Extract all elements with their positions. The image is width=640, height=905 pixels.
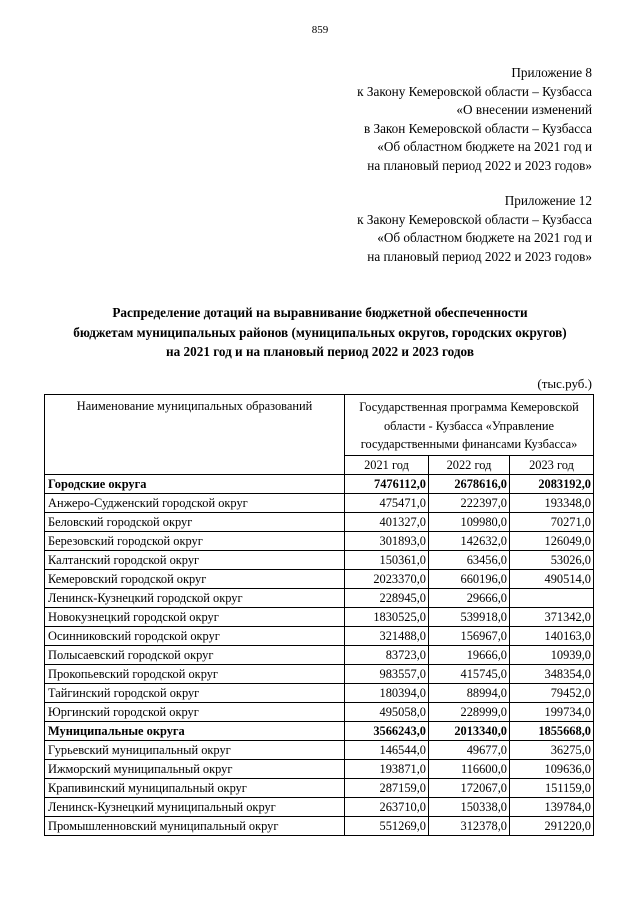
unit-label: (тыс.руб.) — [537, 376, 592, 391]
cell-2023: 79452,0 — [510, 683, 594, 702]
cell-2023: 126049,0 — [510, 531, 594, 550]
cell-2021: 193871,0 — [345, 759, 429, 778]
table-row — [45, 493, 594, 512]
cell-name: Полысаевский городской округ — [45, 645, 345, 664]
cell-2021: 2023370,0 — [345, 569, 429, 588]
appendix-8-line: «Об областном бюджете на 2021 год и — [377, 139, 592, 155]
cell-2023: 36275,0 — [510, 740, 594, 759]
cell-2023: 490514,0 — [510, 569, 594, 588]
cell-2022: 228999,0 — [429, 702, 510, 721]
cell-2022: 49677,0 — [429, 740, 510, 759]
table-row — [45, 645, 594, 664]
cell-2023: 139784,0 — [510, 797, 594, 816]
cell-2022: 222397,0 — [429, 493, 510, 512]
title-line: на 2021 год и на плановый период 2022 и 2023 годов — [166, 344, 474, 360]
cell-name: Промышленновский муниципальный округ — [45, 816, 345, 835]
cell-2022: 172067,0 — [429, 778, 510, 797]
header-program: Государственная программа Кемеровской области - Кузбасса «Управление государственными финансами Кузбасса» — [345, 395, 594, 456]
appendix-12-line: на плановый период 2022 и 2023 годов» — [367, 248, 592, 264]
cell-2022: 142632,0 — [429, 531, 510, 550]
cell-2022: 116600,0 — [429, 759, 510, 778]
appendix-8-line: к Закону Кемеровской области – Кузбасса — [357, 83, 592, 99]
appendix-8-line: на плановый период 2022 и 2023 годов» — [367, 157, 592, 173]
cell-2021: 146544,0 — [345, 740, 429, 759]
cell-name: Ижморский муниципальный округ — [45, 759, 345, 778]
table-row — [45, 626, 594, 645]
cell-name: Прокопьевский городской округ — [45, 664, 345, 683]
cell-2021: 401327,0 — [345, 512, 429, 531]
cell-2023: 1855668,0 — [510, 721, 594, 740]
header-year-2023: 2023 год — [510, 455, 594, 474]
cell-2022: 88994,0 — [429, 683, 510, 702]
cell-2023: 140163,0 — [510, 626, 594, 645]
cell-2023: 109636,0 — [510, 759, 594, 778]
cell-2021: 3566243,0 — [345, 721, 429, 740]
cell-2022: 156967,0 — [429, 626, 510, 645]
cell-name: Калтанский городской округ — [45, 550, 345, 569]
cell-2021: 287159,0 — [345, 778, 429, 797]
cell-2021: 83723,0 — [345, 645, 429, 664]
table-row — [45, 702, 594, 721]
cell-2022: 29666,0 — [429, 588, 510, 607]
table-row — [45, 797, 594, 816]
cell-2023: 151159,0 — [510, 778, 594, 797]
table-row — [45, 569, 594, 588]
cell-2022: 63456,0 — [429, 550, 510, 569]
cell-name: Березовский городской округ — [45, 531, 345, 550]
appendix-8-line: «О внесении изменений — [456, 102, 592, 118]
cell-2021: 301893,0 — [345, 531, 429, 550]
table-row — [45, 759, 594, 778]
cell-2022: 312378,0 — [429, 816, 510, 835]
header-year-2022: 2022 год — [429, 455, 510, 474]
table-row — [45, 550, 594, 569]
table-row — [45, 664, 594, 683]
cell-name: Тайгинский городской округ — [45, 683, 345, 702]
cell-name: Кемеровский городской округ — [45, 569, 345, 588]
table-row — [45, 512, 594, 531]
cell-2023 — [510, 588, 594, 607]
cell-name: Гурьевский муниципальный округ — [45, 740, 345, 759]
cell-2023: 193348,0 — [510, 493, 594, 512]
cell-2021: 150361,0 — [345, 550, 429, 569]
title-line: Распределение дотаций на выравнивание бюджетной обеспеченности — [112, 305, 528, 320]
appendix-8-line: Приложение 8 — [511, 65, 592, 80]
cell-2021: 475471,0 — [345, 493, 429, 512]
table-row — [45, 683, 594, 702]
table-group-row — [45, 474, 594, 493]
cell-2022: 2013340,0 — [429, 721, 510, 740]
table-row — [45, 607, 594, 626]
cell-2021: 263710,0 — [345, 797, 429, 816]
cell-2022: 660196,0 — [429, 569, 510, 588]
table-body — [45, 474, 594, 835]
cell-2023: 348354,0 — [510, 664, 594, 683]
appendix-12-line: Приложение 12 — [504, 193, 592, 208]
appendix-8-line: в Закон Кемеровской области – Кузбасса — [363, 120, 592, 136]
appendix-12-line: «Об областном бюджете на 2021 год и — [377, 230, 592, 246]
document-title — [0, 303, 640, 362]
table-row — [45, 778, 594, 797]
cell-name: Городские округа — [45, 474, 345, 493]
cell-2022: 19666,0 — [429, 645, 510, 664]
cell-name: Муниципальные округа — [45, 721, 345, 740]
cell-2022: 150338,0 — [429, 797, 510, 816]
subsidies-table — [44, 394, 594, 836]
cell-2021: 180394,0 — [345, 683, 429, 702]
cell-2021: 321488,0 — [345, 626, 429, 645]
cell-2021: 1830525,0 — [345, 607, 429, 626]
cell-2021: 983557,0 — [345, 664, 429, 683]
cell-2021: 495058,0 — [345, 702, 429, 721]
appendix-12-line: к Закону Кемеровской области – Кузбасса — [357, 211, 592, 227]
cell-name: Крапивинский муниципальный округ — [45, 778, 345, 797]
appendix-12-header — [357, 192, 592, 266]
cell-2021: 551269,0 — [345, 816, 429, 835]
table-group-row — [45, 721, 594, 740]
cell-name: Новокузнецкий городской округ — [45, 607, 345, 626]
title-line: бюджетам муниципальных районов (муниципальных округов, городских округов) — [73, 324, 567, 340]
header-year-2021: 2021 год — [345, 455, 429, 474]
page-number: 859 — [311, 24, 329, 36]
cell-2022: 2678616,0 — [429, 474, 510, 493]
table-row — [45, 588, 594, 607]
cell-2023: 199734,0 — [510, 702, 594, 721]
cell-2023: 10939,0 — [510, 645, 594, 664]
cell-2023: 53026,0 — [510, 550, 594, 569]
cell-name: Ленинск-Кузнецкий городской округ — [45, 588, 345, 607]
table-row — [45, 740, 594, 759]
table-row — [45, 531, 594, 550]
cell-2023: 291220,0 — [510, 816, 594, 835]
header-name: Наименование муниципальных образований — [45, 395, 345, 475]
cell-2023: 70271,0 — [510, 512, 594, 531]
table-row — [45, 816, 594, 835]
cell-name: Юргинский городской округ — [45, 702, 345, 721]
cell-name: Ленинск-Кузнецкий муниципальный округ — [45, 797, 345, 816]
cell-2023: 371342,0 — [510, 607, 594, 626]
cell-2022: 539918,0 — [429, 607, 510, 626]
appendix-8-header — [357, 64, 592, 176]
cell-2021: 228945,0 — [345, 588, 429, 607]
cell-name: Осинниковский городской округ — [45, 626, 345, 645]
cell-name: Беловский городской округ — [45, 512, 345, 531]
cell-name: Анжеро-Судженский городской округ — [45, 493, 345, 512]
cell-2023: 2083192,0 — [510, 474, 594, 493]
cell-2022: 415745,0 — [429, 664, 510, 683]
cell-2022: 109980,0 — [429, 512, 510, 531]
cell-2021: 7476112,0 — [345, 474, 429, 493]
